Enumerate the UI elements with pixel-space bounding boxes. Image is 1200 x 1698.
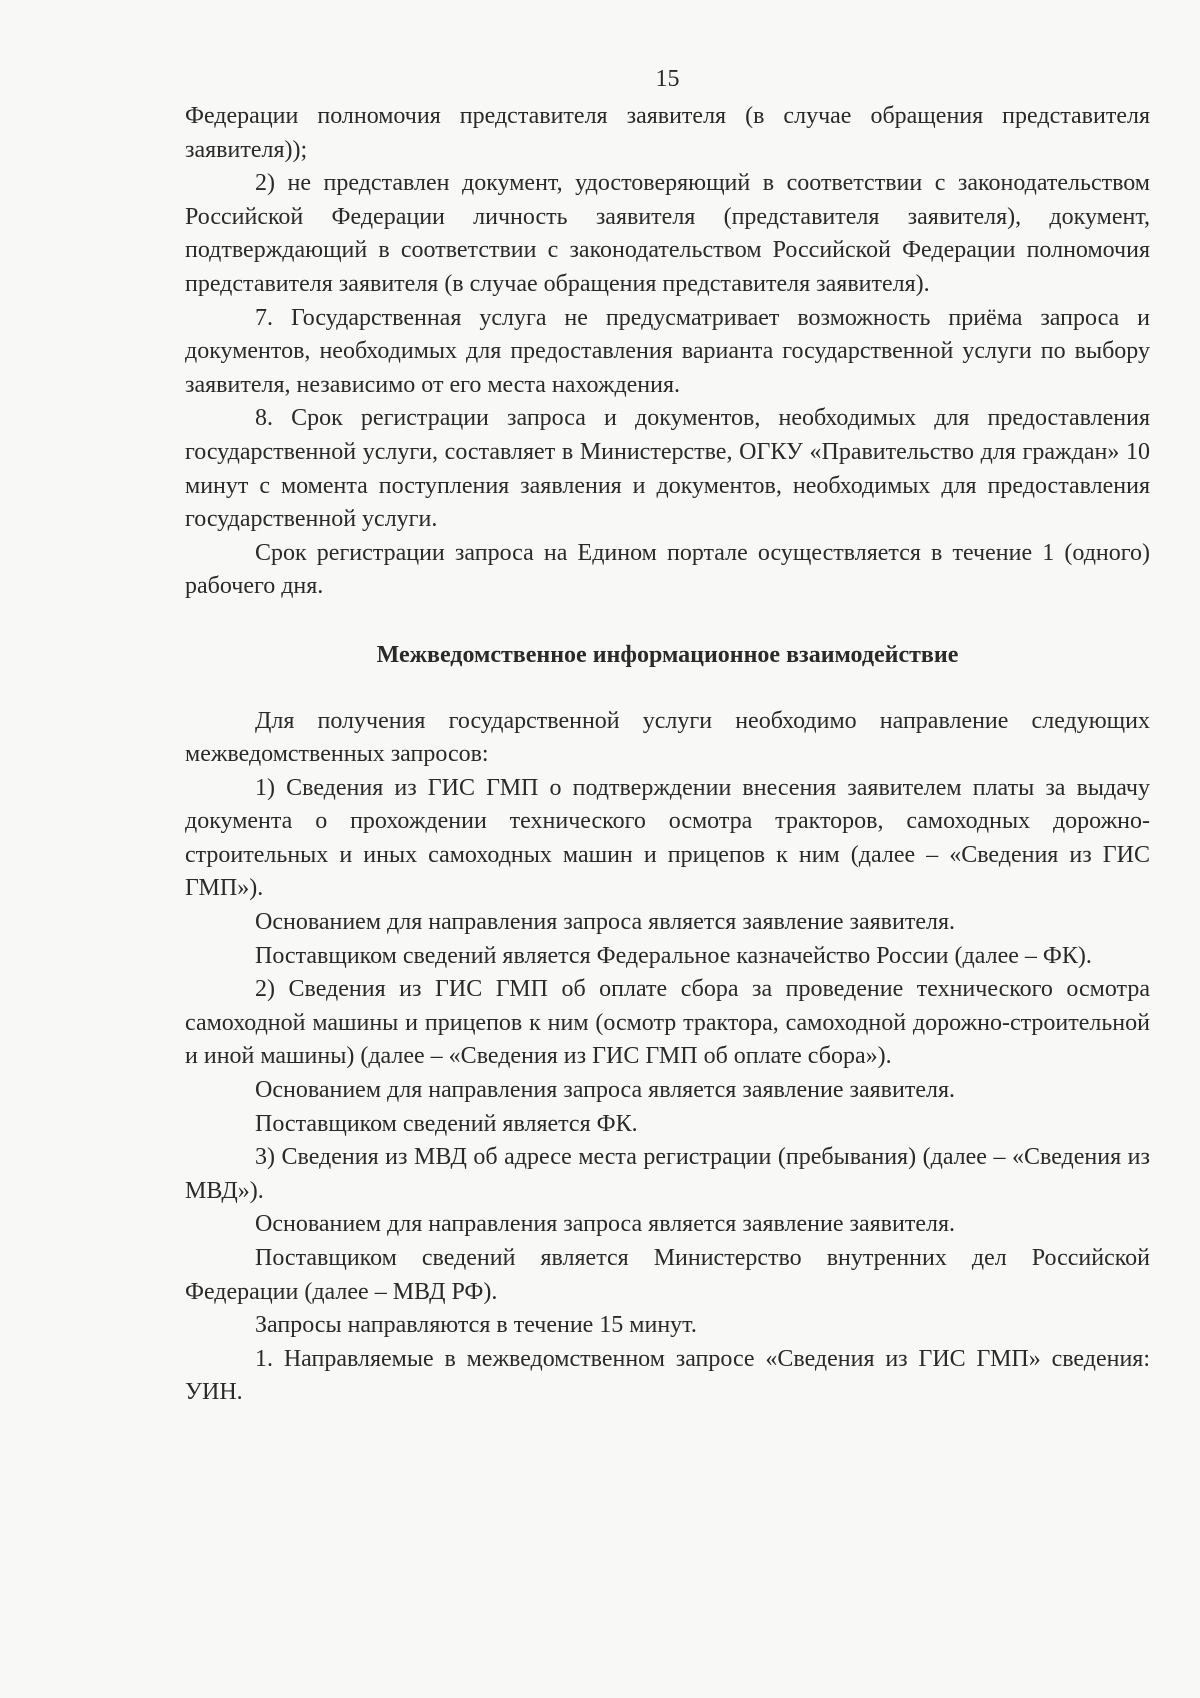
paragraph: 2) не представлен документ, удостоверяющий в соответствии с законодательством Российской Федерации личность заявителя (представителя заявителя), документ, подтверждающий в соответствии с законодательством Российской Федерации полномочия представителя заявителя (в случае обращения представителя заявителя).: [185, 170, 1150, 297]
paragraph: 1. Направляемые в межведомственном запросе «Сведения из ГИС ГМП» сведения: УИН.: [185, 1345, 1150, 1406]
paragraph: Основанием для направления запроса является заявление заявителя.: [255, 909, 956, 936]
paragraph: Срок регистрации запроса на Едином портале осуществляется в течение 1 (одного) рабочего дня.: [185, 539, 1150, 600]
paragraph: Запросы направляются в течение 15 минут.: [255, 1312, 697, 1339]
paragraph: 8. Срок регистрации запроса и документов, необходимых для предоставления государственной услуги, составляет в Министерстве, ОГКУ «Правительство для граждан» 10 минут с момента поступления заявления и документов, необходимых для предоставления государственной услуги.: [185, 405, 1150, 533]
paragraph: Для получения государственной услуги необходимо направление следующих межведомственных запросов:: [185, 707, 1150, 768]
page-number: 15: [655, 66, 680, 92]
paragraph: Поставщиком сведений является Министерство внутренних дел Российской Федерации (далее – МВД РФ).: [185, 1245, 1150, 1305]
paragraph: 1) Сведения из ГИС ГМП о подтверждении внесения заявителем платы за выдачу документа о прохождении технического осмотра тракторов, самоходных дорожно-строительных и иных самоходных машин и прицепов к ним (далее – «Сведения из ГИС ГМП»).: [185, 774, 1150, 902]
paragraph: 7. Государственная услуга не предусматривает возможность приёма запроса и документов, необходимых для предоставления варианта государственной услуги по выбору заявителя, независимо от его места нахождения.: [185, 304, 1150, 398]
paragraph: 3) Сведения из МВД об адресе места регистрации (пребывания) (далее – «Сведения из МВД»).: [185, 1144, 1150, 1204]
paragraph: Поставщиком сведений является ФК.: [255, 1110, 638, 1137]
section-heading: Межведомственное информационное взаимодействие: [376, 641, 959, 668]
paragraph: Основанием для направления запроса является заявление заявителя.: [255, 1077, 956, 1104]
paragraph: Поставщиком сведений является Федеральное казначейство России (далее – ФК).: [255, 942, 1092, 969]
paragraph: Федерации полномочия представителя заявителя (в случае обращения представителя заявителя));: [185, 103, 1150, 163]
paragraph: Основанием для направления запроса является заявление заявителя.: [255, 1211, 956, 1238]
paragraph: 2) Сведения из ГИС ГМП об оплате сбора за проведение технического осмотра самоходной машины и прицепов к ним (осмотр трактора, самоходной дорожно-строительной и иной машины) (далее – «Сведения из ГИС ГМП об оплате сбора»).: [185, 976, 1150, 1070]
